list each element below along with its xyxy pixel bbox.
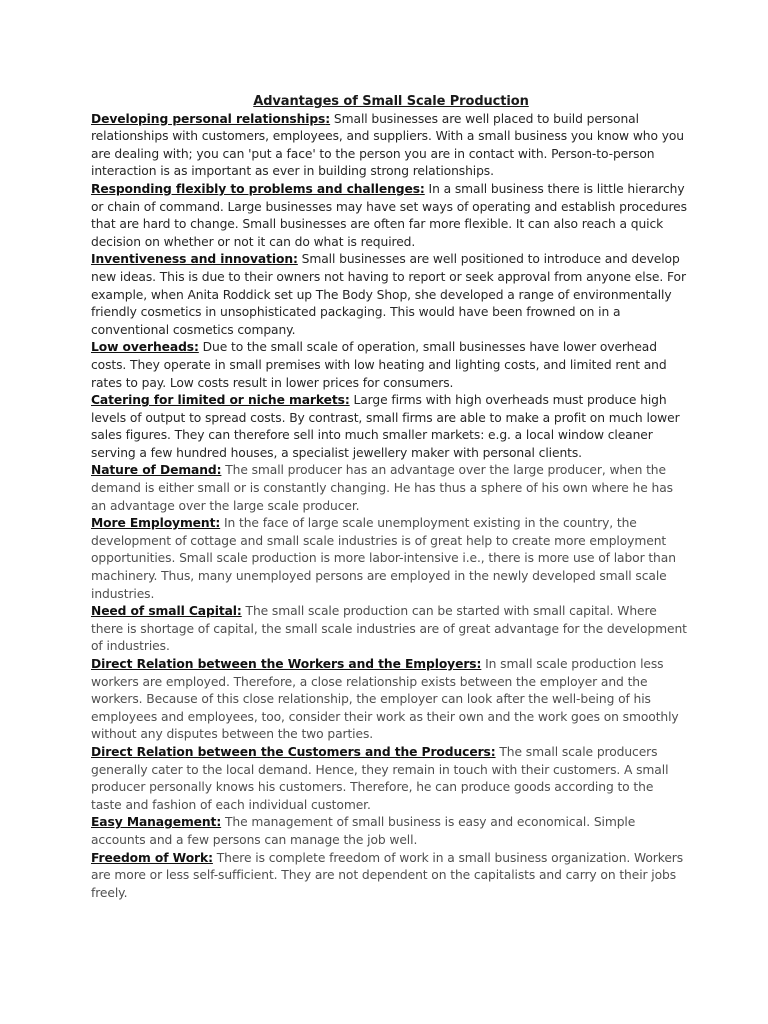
section-body-text: Large firms with high overheads must produce high levels of output to spread costs. By contrast, small firms are able to make a profit on much lower sales figures. They can therefore sell into much smaller markets: e.g. a local window cleaner serving a few hundred houses, a specialist jewellery maker with personal clients. — [91, 393, 680, 460]
section-heading: Inventiveness and innovation: — [91, 252, 298, 267]
section-heading-colon: : — [419, 181, 425, 196]
section-paragraph — [91, 814, 687, 849]
section-paragraph — [91, 515, 687, 603]
section-body-text: There is complete freedom of work in a small business organization. Workers are more or less self-sufficient. They are not dependent on the capitalists and carry on their jobs freely. — [91, 850, 684, 900]
section-heading: Responding flexibly to problems and challenges — [91, 181, 420, 196]
section-body-text: In the face of large scale unemployment existing in the country, the development of cottage and small scale industries is of great help to create more employment opportunities. Small scale production is more labor-intensive i.e., there is more use of labor than machinery. Thus, many unemployed persons are employed in the newly developed small scale industries. — [91, 516, 676, 601]
section-heading: Need of small Capital: — [91, 604, 242, 619]
section-paragraph — [91, 181, 687, 251]
section-body-text: In a small business there is little hierarchy or chain of command. Large businesses may have set ways of operating and establish procedures that are hard to change. Small businesses are often far more flexible. It can also reach a quick decision on whether or not it can do what is required. — [91, 181, 687, 249]
section-heading: Low overheads: — [91, 340, 199, 355]
section-heading: Direct Relation between the Workers and the Employers: — [91, 657, 482, 671]
section-heading: Easy Management: — [91, 815, 222, 830]
section-paragraph — [91, 462, 687, 515]
section-paragraph — [91, 251, 687, 339]
section-heading: Nature of Demand: — [91, 463, 222, 478]
section-body-text: In small scale production less workers are employed. Therefore, a close relationship exists between the employer and the workers. Because of this close relationship, the employer can look after the well-being of his employees and employees, too, consider their work as their own and the work goes on smoothly without any disputes between the two parties. — [91, 657, 679, 742]
section-body-text: The small producer has an advantage over the large producer, when the demand is either small or is constantly changing. He has thus a sphere of his own where he has an advantage over the large scale producer. — [91, 463, 673, 513]
section-paragraph — [91, 339, 687, 392]
section-paragraph — [91, 392, 687, 462]
section-body-text: Small businesses are well placed to build personal relationships with customers, employees, and suppliers. With a small business you know who you are dealing with; you can 'put a face' to the person you are in contact with. Person-to-person interaction is as important as ever in building strong relationships. — [91, 111, 685, 179]
section-heading: Freedom of Work: — [91, 850, 213, 865]
section-paragraph — [91, 111, 687, 181]
section-paragraph — [91, 603, 687, 656]
section-body-text: The small scale production can be started with small capital. Where there is shortage of capital, the small scale industries are of great advantage for the development of industries. — [91, 604, 687, 654]
section-heading: Developing personal relationships — [91, 111, 326, 126]
document-page — [91, 93, 687, 902]
section-body-text: Due to the small scale of operation, small businesses have lower overhead costs. They operate in small premises with low heating and lighting costs, and limited rent and rates to pay. Low costs result in lower prices for consumers. — [91, 340, 667, 390]
section-heading: Direct Relation between the Customers and the Producers: — [91, 744, 496, 759]
section-body-text: Small businesses are well positioned to introduce and develop new ideas. This is due to their owners not having to report or seek approval from anyone else. For example, when Anita Roddick set up The Body Shop, she developed a range of environmentally friendly cosmetics in unsophisticated packaging. This would have been frowned on in a conventional cosmetics company. — [91, 252, 686, 337]
section-heading: Catering for limited or niche markets: — [91, 393, 350, 408]
section-paragraph — [91, 656, 687, 744]
sections-list — [91, 111, 687, 903]
section-body-text: The small scale producers generally cater to the local demand. Hence, they remain in touch with their customers. A small producer personally knows his customers. Therefore, he can produce goods according to the taste and fashion of each individual customer. — [91, 744, 669, 812]
section-paragraph — [91, 744, 687, 814]
section-paragraph — [91, 850, 687, 903]
document-title: Advantages of Small Scale Production — [253, 94, 529, 109]
section-body-text: The management of small business is easy and economical. Simple accounts and a few persons can manage the job well. — [91, 815, 636, 847]
section-heading: More Employment: — [91, 516, 221, 531]
section-heading-colon: : — [325, 111, 331, 126]
